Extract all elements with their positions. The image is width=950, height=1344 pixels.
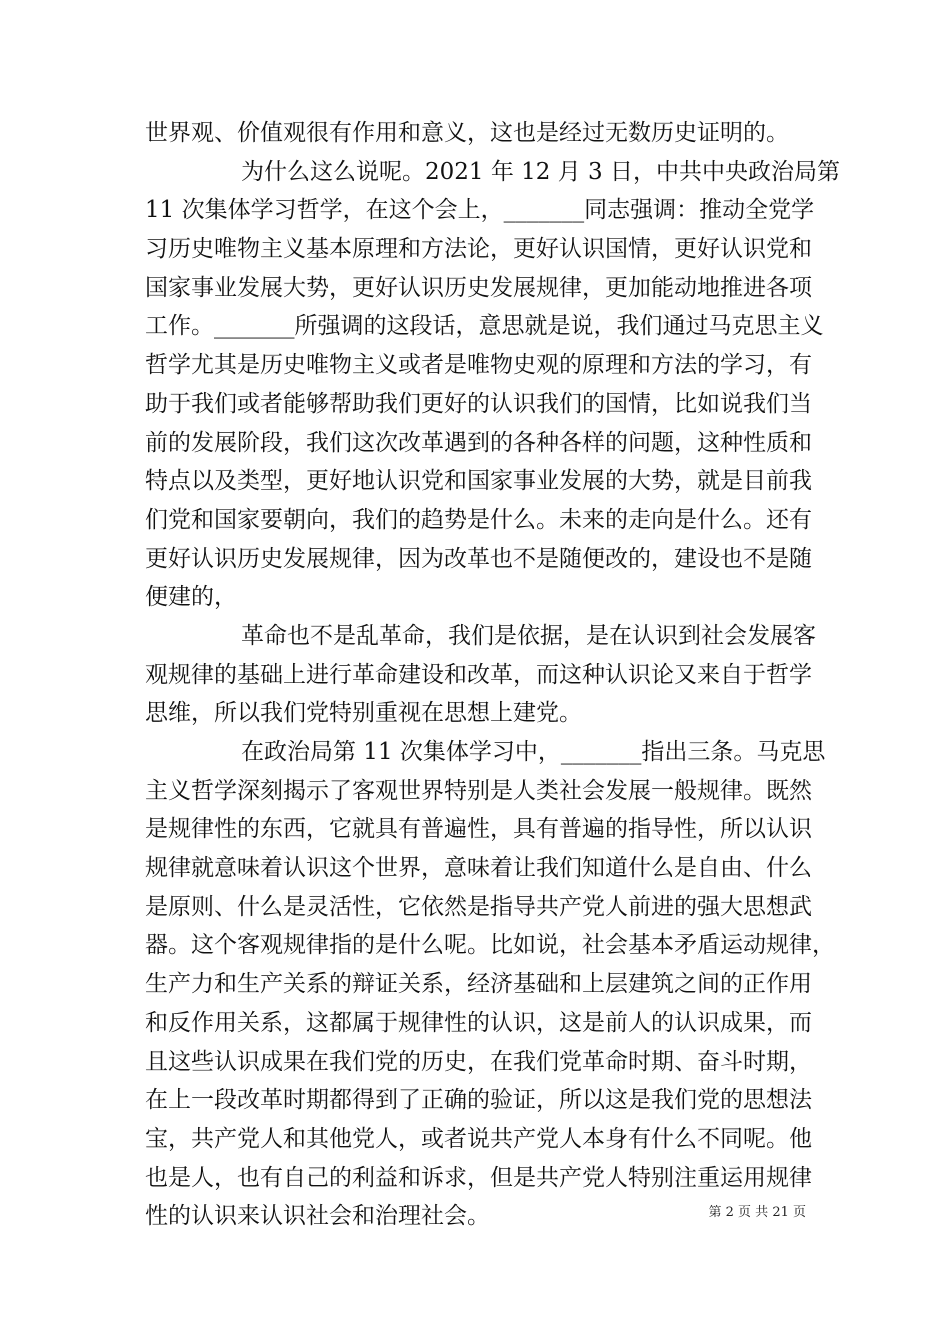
text-line: 哲学尤其是历史唯物主义或者是唯物史观的原理和方法的学习，有 bbox=[145, 352, 812, 379]
text-line: 规律就意味着认识这个世界，意味着让我们知道什么是自由、什么 bbox=[145, 855, 812, 882]
text-line: 们党和国家要朝向，我们的趋势是什么。未来的走向是什么。还有 bbox=[145, 506, 812, 533]
text-line: 性的认识来认识社会和治理社会。 bbox=[145, 1203, 490, 1230]
text-line: 习历史唯物主义基本原理和方法论，更好认识国情，更好认识党和 bbox=[145, 236, 812, 263]
text-line: 特点以及类型，更好地认识党和国家事业发展的大势，就是目前我 bbox=[145, 468, 812, 495]
text-line: 11 次集体学习哲学，在这个会上，_______同志强调：推动全党学 bbox=[145, 197, 815, 224]
text-line: 世界观、价值观很有作用和意义，这也是经过无数历史证明的。 bbox=[145, 120, 789, 146]
body-text bbox=[145, 114, 840, 1236]
paragraph-start-line: 为什么这么说呢。2021 年 12 月 3 日，中共中央政治局第 bbox=[241, 158, 840, 185]
text-line: 更好认识历史发展规律，因为改革也不是随便改的，建设也不是随 bbox=[145, 545, 812, 572]
text-line: 思维，所以我们党特别重视在思想上建党。 bbox=[145, 700, 582, 727]
paragraph-start-line: 在政治局第 11 次集体学习中，_______指出三条。马克思 bbox=[241, 739, 826, 765]
text-line: 主义哲学深刻揭示了客观世界特别是人类社会发展一般规律。既然 bbox=[145, 777, 812, 804]
text-line: 观规律的基础上进行革命建设和改革，而这种认识论又来自于哲学 bbox=[145, 661, 812, 688]
text-line: 前的发展阶段，我们这次改革遇到的各种各样的问题，这种性质和 bbox=[145, 429, 812, 456]
text-line: 生产力和生产关系的辩证关系，经济基础和上层建筑之间的正作用 bbox=[145, 971, 812, 998]
text-line: 是原则、什么是灵活性，它依然是指导共产党人前进的强大思想武 bbox=[145, 893, 812, 920]
text-line: 也是人，也有自己的利益和诉求，但是共产党人特别注重运用规律 bbox=[145, 1164, 812, 1191]
text-line: 助于我们或者能够帮助我们更好的认识我们的国情，比如说我们当 bbox=[145, 390, 812, 417]
text-line: 且这些认识成果在我们党的历史，在我们党革命时期、奋斗时期， bbox=[145, 1048, 812, 1075]
page-number: 第 2 页 共 21 页 bbox=[708, 1205, 806, 1220]
text-line: 国家事业发展大势，更好认识历史发展规律，更加能动地推进各项 bbox=[145, 274, 812, 301]
text-line: 是规律性的东西，它就具有普遍性，具有普遍的指导性，所以认识 bbox=[145, 816, 812, 843]
text-line: 工作。_______所强调的这段话，意思就是说，我们通过马克思主义 bbox=[145, 313, 824, 340]
text-line: 宝，共产党人和其他党人，或者说共产党人本身有什么不同呢。他 bbox=[145, 1125, 812, 1152]
text-line: 便建的， bbox=[145, 584, 237, 611]
text-line: 在上一段改革时期都得到了正确的验证，所以这是我们党的思想法 bbox=[145, 1087, 812, 1114]
text-line: 和反作用关系，这都属于规律性的认识，这是前人的认识成果，而 bbox=[145, 1009, 812, 1036]
paragraph-start-line: 革命也不是乱革命，我们是依据，是在认识到社会发展客 bbox=[241, 622, 816, 649]
text-line: 器。这个客观规律指的是什么呢。比如说，社会基本矛盾运动规律， bbox=[145, 932, 835, 959]
